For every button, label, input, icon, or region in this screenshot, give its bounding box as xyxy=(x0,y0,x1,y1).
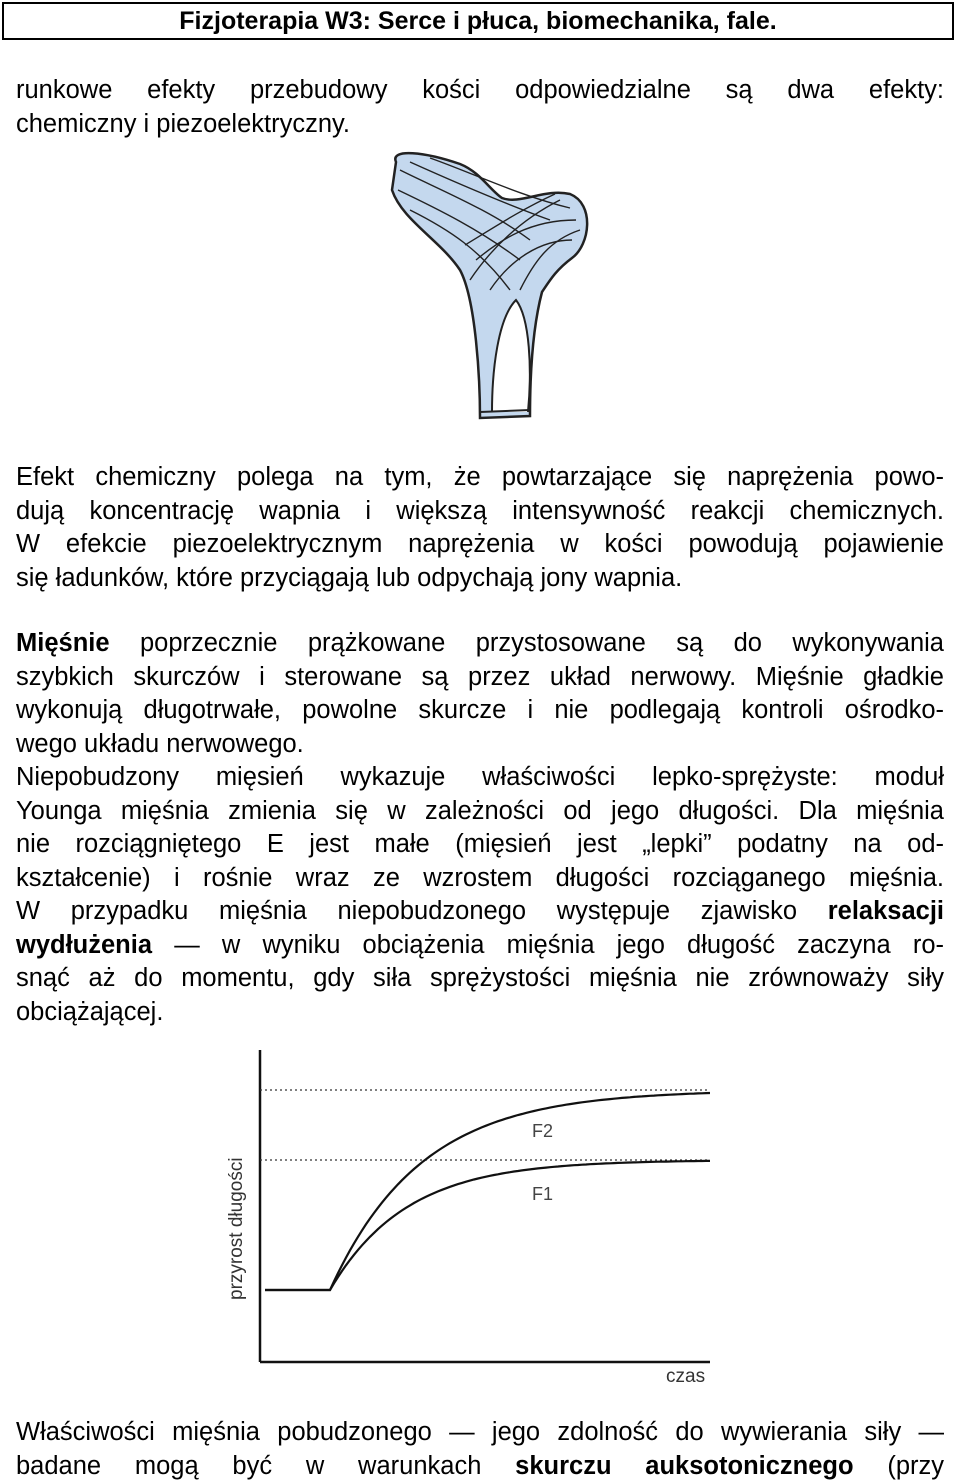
text-line: wego układu nerwowego. xyxy=(16,729,304,758)
y-axis-label: przyrost długości xyxy=(226,1157,247,1300)
curve-f2 xyxy=(265,1093,710,1290)
text-line: Mięśnie poprzecznie prążkowane przystosowane są do wykonywania xyxy=(16,629,944,657)
text-line: snąć aż do momentu, gdy siła sprężystości mięśnia nie zrównoważy siły xyxy=(16,964,944,992)
legend-label-f1: F1 xyxy=(532,1184,554,1204)
text-line: wykonują długotrwałe, powolne skurcze i nie podlegają kontroli ośrodko- xyxy=(16,696,944,724)
text-line: dują koncentrację wapnia i większą intensywność reakcji chemicznych. xyxy=(16,496,944,525)
text-line: Efekt chemiczny polega na tym, że powtarzające się naprężenia powo- xyxy=(16,463,944,491)
paragraph-excited-muscle xyxy=(16,1416,944,1483)
paragraph-chemical-piezo xyxy=(16,461,944,595)
x-axis-label: czas xyxy=(666,1366,706,1387)
text-line: wydłużenia — w wyniku obciążenia mięśnia jego długość zaczyna ro- xyxy=(16,930,944,959)
text-line: W efekcie piezoelektrycznym naprężenia w kości powodują pojawienie xyxy=(16,530,944,558)
text-line: badane mogą być w warunkach skurczu auksotonicznego (przy xyxy=(16,1451,945,1480)
bold-term: relaksacji xyxy=(827,897,944,925)
text-line: się ładunków, które przyciągają lub odpychają jony wapnia. xyxy=(16,563,683,592)
bone-diagram xyxy=(380,150,600,425)
text-line: kształcenie) i rośnie wraz ze wzrostem długości rozciąganego mięśnia. xyxy=(16,863,944,892)
page-header xyxy=(2,2,954,40)
curve-f1 xyxy=(265,1161,710,1290)
text-line: Younga mięśnia zmienia się w zależności od jego długości. Dla mięśnia xyxy=(16,796,944,825)
text-line: W przypadku mięśnia niepobudzonego występuje zjawisko relaksacji xyxy=(16,897,944,925)
text-line: runkowe efekty przebudowy kości odpowiedzialne są dwa efekty: xyxy=(16,76,944,104)
relaxation-chart xyxy=(210,1040,730,1395)
bold-term: Mięśnie xyxy=(16,629,110,657)
paragraph-muscles xyxy=(16,627,944,1029)
text-line: Właściwości mięśnia pobudzonego — jego zdolność do wywierania siły — xyxy=(16,1418,944,1446)
femur-outline xyxy=(392,153,587,418)
text-line: nie rozciągniętego E jest małe (mięsień jest „lepki” podatny na od- xyxy=(16,830,944,858)
text-line: Niepobudzony mięsień wykazuje właściwości lepko-sprężyste: moduł xyxy=(16,763,944,791)
text-line: chemiczny i piezoelektryczny. xyxy=(16,109,350,138)
text-line: obciążającej. xyxy=(16,997,164,1026)
header-title: Fizjoterapia W3: Serce i płuca, biomechanika, fale. xyxy=(179,6,777,35)
bold-term: wydłużenia xyxy=(16,930,153,959)
text-line: szybkich skurczów i sterowane są przez układ nerwowy. Mięśnie gładkie xyxy=(16,662,944,691)
legend-label-f2: F2 xyxy=(532,1121,554,1141)
bold-term: skurczu auksotonicznego xyxy=(515,1451,854,1480)
paragraph-bone-effects xyxy=(16,74,944,141)
